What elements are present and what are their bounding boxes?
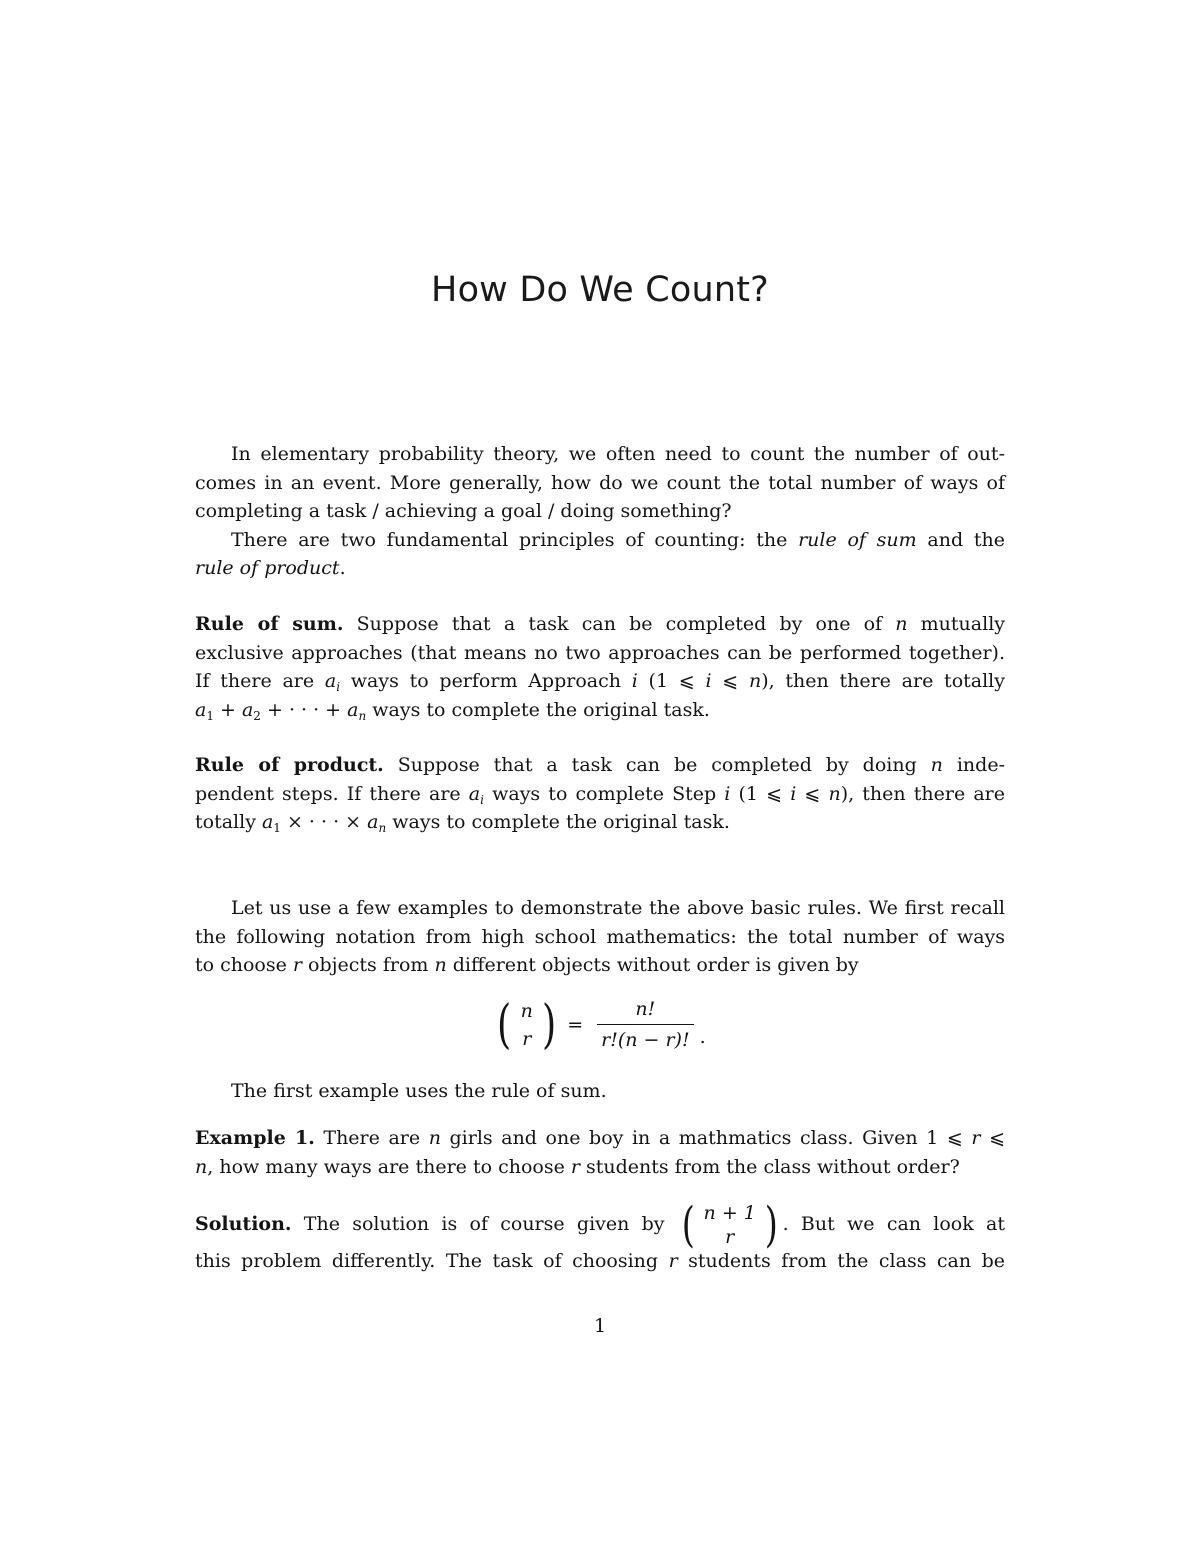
inline-binomial: ( n + 1 r ) [681, 1197, 778, 1253]
example-1-line-2: n, how many ways are there to choose r students from the class without order? [195, 1155, 960, 1178]
rule-of-sum-paragraph [195, 610, 1005, 724]
rule-of-sum-term: rule of sum [798, 528, 917, 551]
binom-top: n [520, 999, 533, 1022]
first-example-sentence: The first example uses the rule of sum. [231, 1080, 607, 1102]
rule-of-product-term: rule of product [195, 557, 340, 579]
fraction-numerator: n! [635, 998, 656, 1020]
principles-line-2: rule of product. [195, 557, 346, 579]
examples-intro-line-2: the following notation from high school mathematics: the total number of ways [195, 925, 1005, 948]
binomial-coefficient [494, 994, 559, 1055]
solution-paragraph [195, 1197, 1006, 1275]
binom-bottom: r [522, 1027, 532, 1050]
examples-intro-paragraph [195, 894, 1005, 980]
rule-of-product-line-3: totally $a_1$ × · · · × $a_n$ ways to complete the original task. [195, 811, 730, 835]
right-paren: ) [541, 994, 557, 1055]
intro-line-1: In elementary probability theory, we often need to count the number of out- [231, 443, 1005, 465]
rule-of-product-line-1: Rule of product. Suppose that a task can be completed by doing n inde- [195, 754, 1005, 776]
formula-period: . [699, 1025, 706, 1048]
rule-of-sum-heading: Rule of sum. [195, 613, 344, 635]
intro-line-3: completing a task / achieving a goal / doing something? [195, 500, 732, 522]
binomial-formula [0, 996, 1200, 1053]
rule-of-product-heading: Rule of product. [195, 754, 384, 776]
page-number: 1 [593, 1315, 607, 1337]
inline-binom-bottom: r [725, 1226, 735, 1248]
rule-of-sum-line-3: If there are $a_i$ ways to perform Approach i (1 ⩽ i ⩽ n), then there are totally [195, 670, 1005, 694]
inline-binom-top: n + 1 [703, 1202, 756, 1224]
intro-paragraph [195, 440, 1005, 583]
example-1-line-1: Example 1. There are n girls and one boy in a mathmatics class. Given 1 ⩽ r ⩽ [195, 1127, 1005, 1149]
fraction [597, 996, 694, 1053]
solution-line-2: this problem differently. The task of choosing r students from the class can be [195, 1249, 1006, 1272]
rule-of-product-line-2: pendent steps. If there are $a_i$ ways to complete Step i (1 ⩽ i ⩽ n), then there are [195, 782, 1006, 807]
left-paren: ( [497, 994, 512, 1055]
document-title: How Do We Count? [431, 270, 769, 310]
examples-intro-line-3: to choose r objects from n different objects without order is given by [195, 954, 859, 976]
fraction-denominator: r!(n − r)! [597, 1024, 694, 1053]
examples-intro-line-1: Let us use a few examples to demonstrate the above basic rules. We first recall [231, 897, 1005, 919]
rule-of-product-paragraph [195, 751, 1005, 837]
example-1-heading: Example 1. [195, 1127, 315, 1149]
principles-line-1: There are two fundamental principles of counting: the rule of sum and the [231, 528, 1005, 551]
rule-of-sum-line-4: $a_1 + a_2$ + · · · + $a_n$ ways to complete the original task. [195, 698, 710, 723]
example-1-paragraph [195, 1124, 1005, 1181]
rule-of-sum-line-2: exclusive approaches (that means no two approaches can be performed together). [195, 641, 1005, 664]
solution-heading: Solution. [195, 1213, 292, 1235]
solution-line-1: Solution. The solution is of course given by ( n + 1 r ) . But we can look at [195, 1197, 1005, 1253]
rule-of-sum-line-1: Rule of sum. Suppose that a task can be completed by one of n mutually [195, 613, 1006, 635]
intro-line-2: comes in an event. More generally, how do we count the total number of ways of [195, 471, 1005, 494]
equals-sign: = [567, 1013, 584, 1036]
